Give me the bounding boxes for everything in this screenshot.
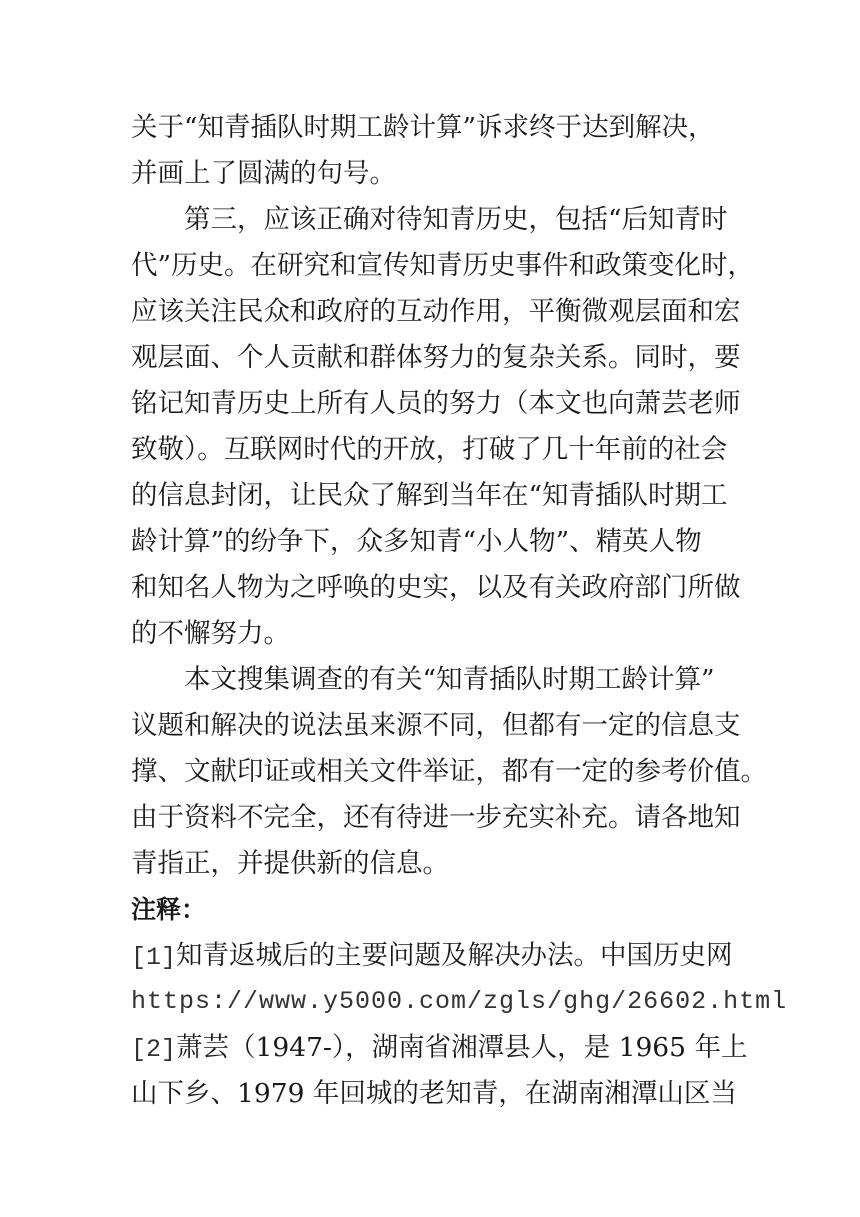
paragraph-line: 观层面、个人贡献和群体努力的复杂关系。同时，要 <box>131 342 741 373</box>
paragraph-line: 撑、文献印证或相关文件举证，都有一定的参考价值。 <box>131 756 767 787</box>
paragraph-line: 和知名人物为之呼唤的史实，以及有关政府部门所做 <box>131 572 741 603</box>
paragraph-line: 的不懈努力。 <box>131 618 290 649</box>
paragraph-line: 的信息封闭，让民众了解到当年在“知青插队时期工 <box>131 480 728 511</box>
paragraph-line: 并画上了圆满的句号。 <box>131 158 396 189</box>
paragraph-line: 青指正，并提供新的信息。 <box>131 848 449 879</box>
paragraph-line: 第三，应该正确对待知青历史，包括“后知青时 <box>184 204 728 235</box>
footnote-text: 知青返城后的主要问题及解决办法。中国历史网 <box>176 940 733 971</box>
paragraph-line: 由于资料不完全，还有待进一步充实补充。请各地知 <box>131 802 741 833</box>
footnote-text-continued: 山下乡、1979 年回城的老知青，在湖南湘潭山区当 <box>131 1078 737 1109</box>
paragraph-line: 议题和解决的说法虽来源不同，但都有一定的信息支 <box>131 710 741 741</box>
footnote-2 <box>131 1032 747 1066</box>
footnote-label: [1] <box>131 943 177 972</box>
footnote-text: 萧芸（1947-），湖南省湘潭县人，是 1965 年上 <box>176 1032 748 1063</box>
notes-heading: 注释： <box>131 895 207 924</box>
footnote-1 <box>131 940 733 974</box>
paragraph-line: 铭记知青历史上所有人员的努力（本文也向萧芸老师 <box>131 388 741 419</box>
paragraph-line: 致敬）。互联网时代的开放，打破了几十年前的社会 <box>131 434 728 465</box>
paragraph-line: 代”历史。在研究和宣传知青历史事件和政策变化时， <box>131 250 755 281</box>
paragraph-line: 本文搜集调查的有关“知青插队时期工龄计算” <box>184 664 715 695</box>
paragraph-line: 应该关注民众和政府的互动作用，平衡微观层面和宏 <box>131 296 741 327</box>
paragraph-line: 关于“知青插队时期工龄计算”诉求终于达到解决， <box>131 112 715 143</box>
footnote-label: [2] <box>131 1035 177 1064</box>
paragraph-line: 龄计算”的纷争下，众多知青“小人物”、精英人物 <box>131 526 702 557</box>
footnote-url: https://www.y5000.com/zgls/ghg/26602.html <box>131 987 788 1016</box>
